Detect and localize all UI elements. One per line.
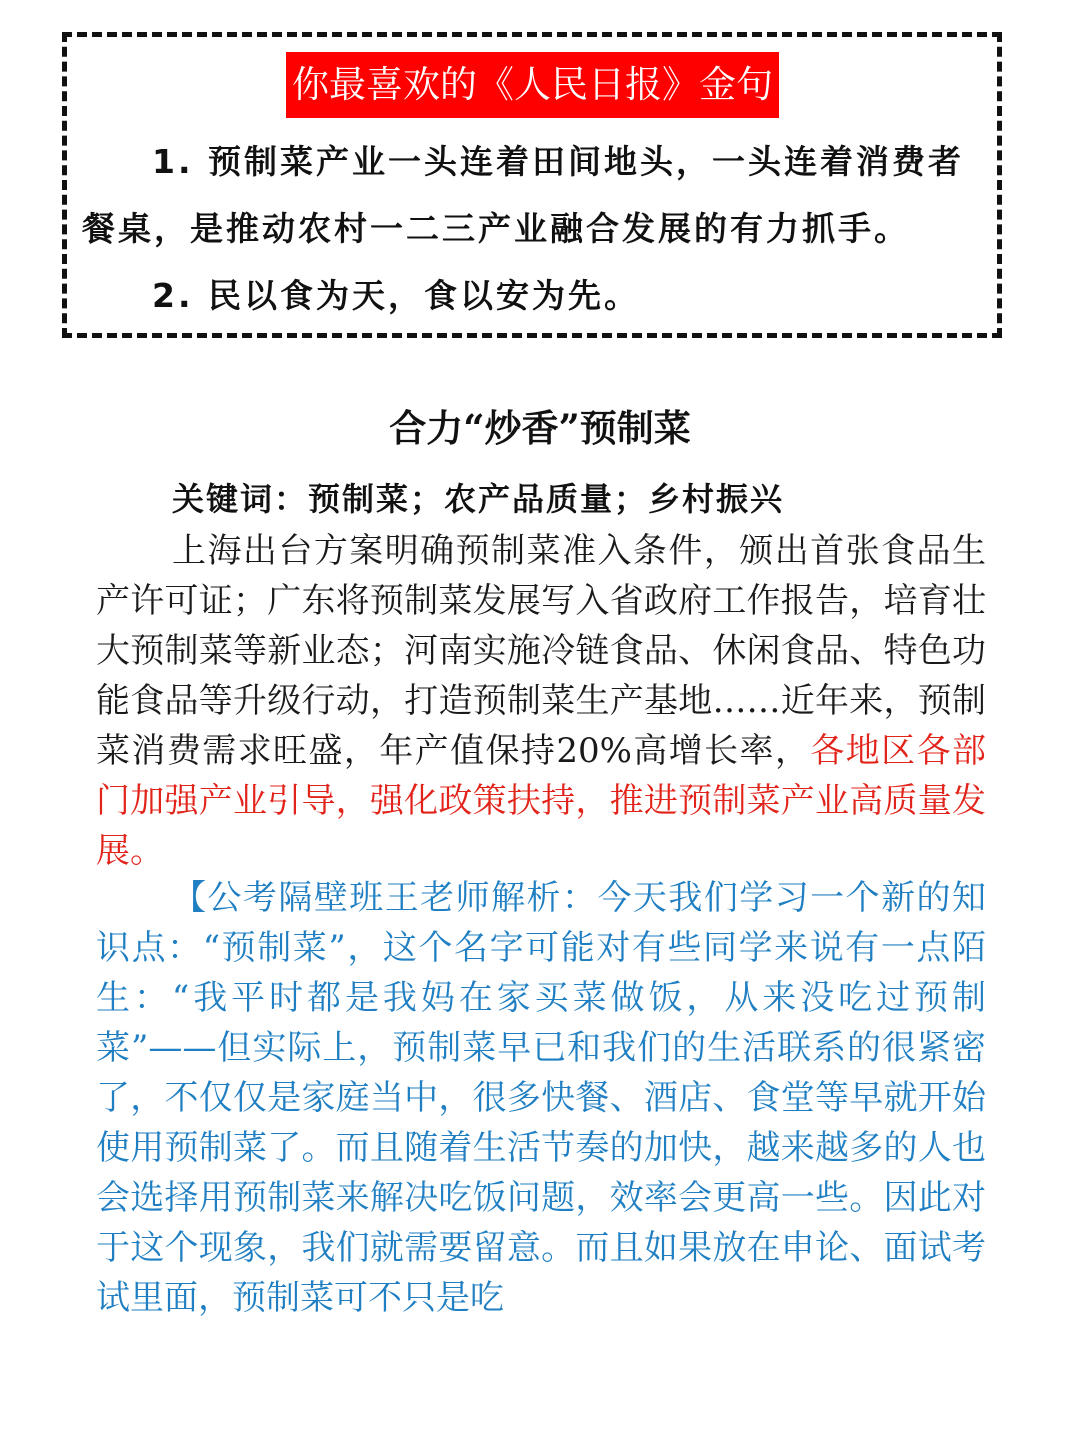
quote-box-title: 你最喜欢的《人民日报》金句 [286, 52, 779, 118]
article-title: 合力“炒香”预制菜 [389, 406, 691, 450]
quote-list [82, 128, 992, 329]
paragraph-1-highlight: 各地区各部门加强产业引导，强化政策扶持，推进预制菜产业高质量发展。 [96, 731, 986, 871]
keywords-line: 关键词：预制菜；农产品质量；乡村振兴 [172, 480, 785, 518]
quote-item-1: 1. 预制菜产业一头连着田间地头，一头连着消费者餐桌，是推动农村一二三产业融合发展的有力抓手。 [82, 142, 964, 248]
quote-item-2: 2. 民以食为天，食以安为先。 [152, 276, 640, 315]
analysis-paragraph [96, 873, 986, 1323]
article-paragraph-1 [96, 526, 986, 876]
paragraph-1-text: 上海出台方案明确预制菜准入条件，颁出首张食品生产许可证；广东将预制菜发展写入省政府工作报告，培育壮大预制菜等新业态；河南实施冷链食品、休闲食品、特色功能食品等升级行动，打造预制菜生产基地……近年来，预制菜消费需求旺盛，年产值保持20%高增长率， [96, 531, 986, 771]
analysis-text: 【公考隔壁班王老师解析：今天我们学习一个新的知识点：“预制菜”，这个名字可能对有些同学来说有一点陌生：“我平时都是我妈在家买菜做饭，从来没吃过预制菜”——但实际上，预制菜早已和我们的生活联系的很紧密了，不仅仅是家庭当中，很多快餐、酒店、食堂等早就开始使用预制菜了。而且随着生活节奏的加快，越来越多的人也会选择用预制菜来解决吃饭问题，效率会更高一些。因此对于这个现象，我们就需要留意。而且如果放在申论、面试考试里面，预制菜可不只是吃 [96, 878, 986, 1318]
